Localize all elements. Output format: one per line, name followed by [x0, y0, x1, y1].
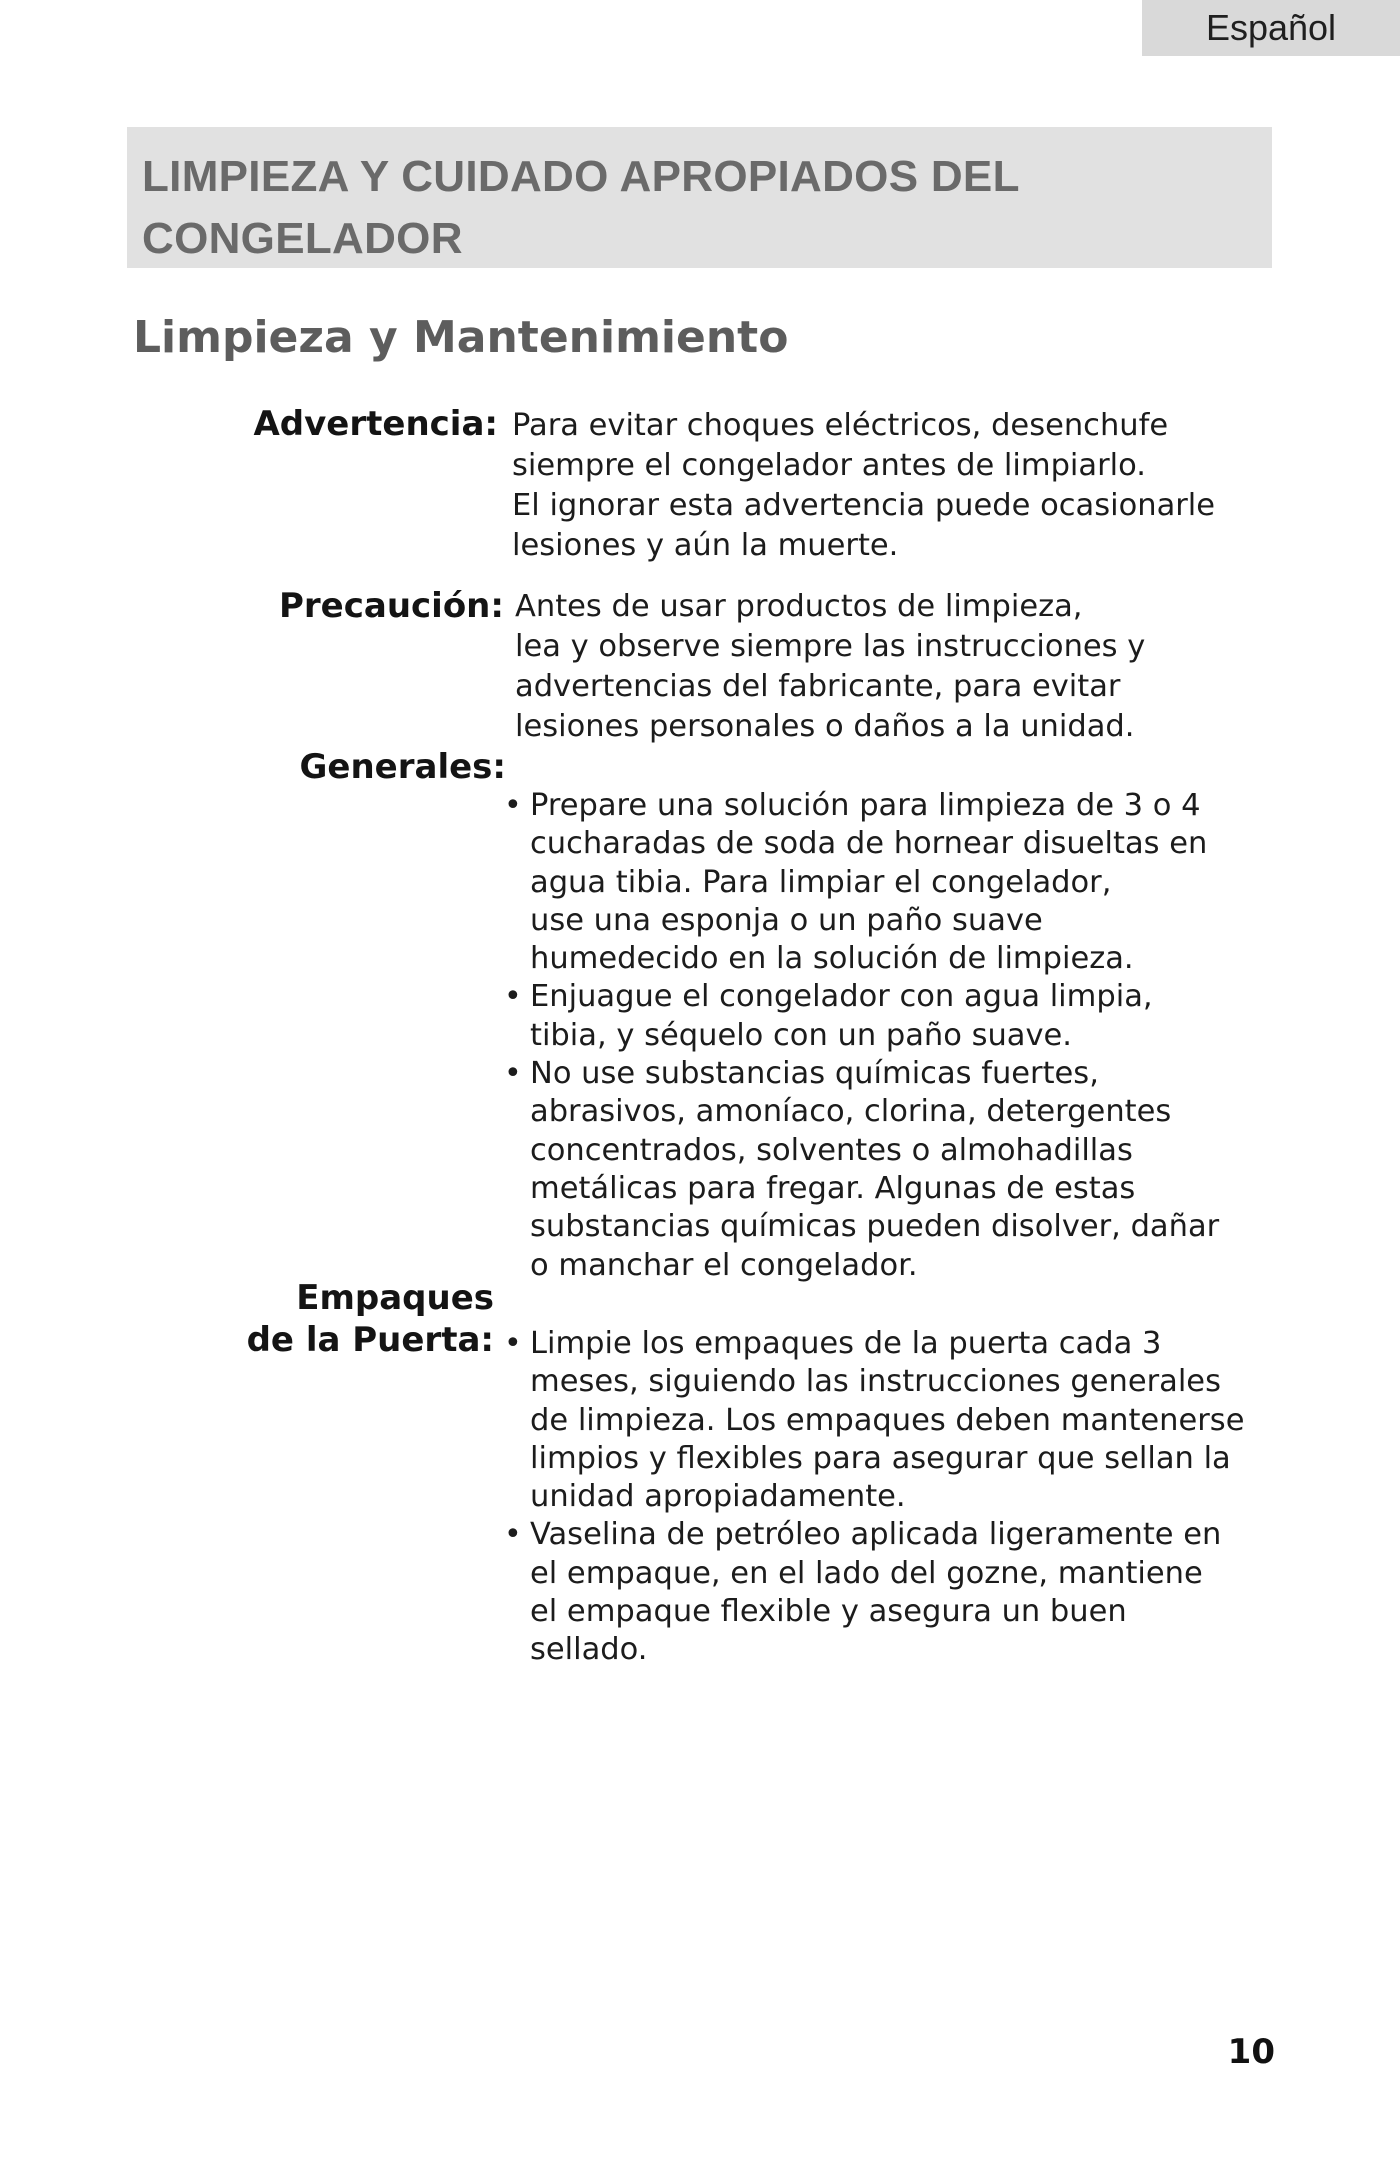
bullet-icon: •: [504, 788, 522, 823]
text-line: el empaque, en el lado del gozne, mantiene: [530, 1555, 1203, 1591]
text-line: humedecido en la solución de limpieza.: [530, 941, 1134, 977]
text-line: No use substancias químicas fuertes,: [530, 1056, 1099, 1092]
text-line: Antes de usar productos de limpieza,: [515, 589, 1083, 624]
list-item: [504, 787, 1219, 978]
bullet-icon: •: [504, 1056, 522, 1092]
text-line: tibia, y séquelo con un paño suave.: [530, 1017, 1073, 1053]
language-tab: Español: [1142, 0, 1400, 56]
text-line: lea y observe siempre las instrucciones y: [515, 629, 1146, 664]
bullet-icon: •: [504, 1517, 522, 1553]
text-line: abrasivos, amoníaco, clorina, detergentes: [530, 1094, 1172, 1130]
text-line: sellado.: [530, 1632, 648, 1668]
list-item: [504, 1516, 1244, 1669]
text-line: lesiones personales o daños a la unidad.: [515, 709, 1135, 744]
list-item: [504, 978, 1219, 1055]
bullet-icon: •: [504, 1326, 522, 1361]
text-line: lesiones y aún la muerte.: [512, 528, 899, 563]
section-title-banner: [127, 127, 1272, 268]
text-line: el empaque flexible y asegura un buen: [530, 1594, 1127, 1630]
text-line: advertencias del fabricante, para evitar: [515, 669, 1121, 704]
door-gaskets-label: de la Puerta:: [246, 1320, 494, 1360]
section-subtitle: Limpieza y Mantenimiento: [133, 312, 789, 363]
text-line: metálicas para fregar. Algunas de estas: [530, 1170, 1136, 1206]
section-title-line: LIMPIEZA Y CUIDADO APROPIADOS DEL: [142, 152, 1020, 201]
caution-text: [515, 587, 1145, 747]
list-item: [504, 1055, 1219, 1285]
general-bullet-list: [504, 787, 1219, 1285]
text-line: Enjuague el congelador con agua limpia,: [530, 979, 1153, 1015]
door-gaskets-label: Empaques: [296, 1278, 494, 1318]
general-label: Generales:: [299, 747, 506, 787]
caution-label: Precaución:: [278, 586, 504, 626]
text-line: Limpie los empaques de la puerta cada 3: [530, 1326, 1162, 1361]
section-title-line: CONGELADOR: [142, 214, 463, 263]
text-line: cucharadas de soda de hornear disueltas en: [530, 826, 1208, 862]
warning-label: Advertencia:: [253, 404, 498, 444]
bullet-icon: •: [504, 979, 522, 1015]
text-line: de limpieza. Los empaques deben mantenerse: [530, 1402, 1245, 1438]
text-line: meses, siguiendo las instrucciones generales: [530, 1364, 1221, 1400]
text-line: Para evitar choques eléctricos, desenchufe: [512, 408, 1169, 443]
text-line: El ignorar esta advertencia puede ocasionarle: [512, 488, 1216, 523]
warning-text: [512, 406, 1215, 566]
text-line: limpios y flexibles para asegurar que sellan la: [530, 1440, 1231, 1476]
door-gaskets-bullet-list: [504, 1325, 1244, 1670]
text-line: substancias químicas pueden disolver, dañar: [530, 1209, 1220, 1245]
text-line: concentrados, solventes o almohadillas: [530, 1132, 1133, 1168]
text-line: Vaselina de petróleo aplicada ligeramente en: [530, 1517, 1222, 1553]
text-line: o manchar el congelador.: [530, 1247, 918, 1283]
list-item: [504, 1325, 1244, 1516]
text-line: Prepare una solución para limpieza de 3 o 4: [530, 788, 1201, 823]
page-number: 10: [1227, 2032, 1275, 2072]
text-line: agua tibia. Para limpiar el congelador,: [530, 864, 1112, 900]
text-line: unidad apropiadamente.: [530, 1479, 906, 1515]
text-line: siempre el congelador antes de limpiarlo.: [512, 448, 1146, 483]
text-line: use una esponja o un paño suave: [530, 902, 1043, 938]
